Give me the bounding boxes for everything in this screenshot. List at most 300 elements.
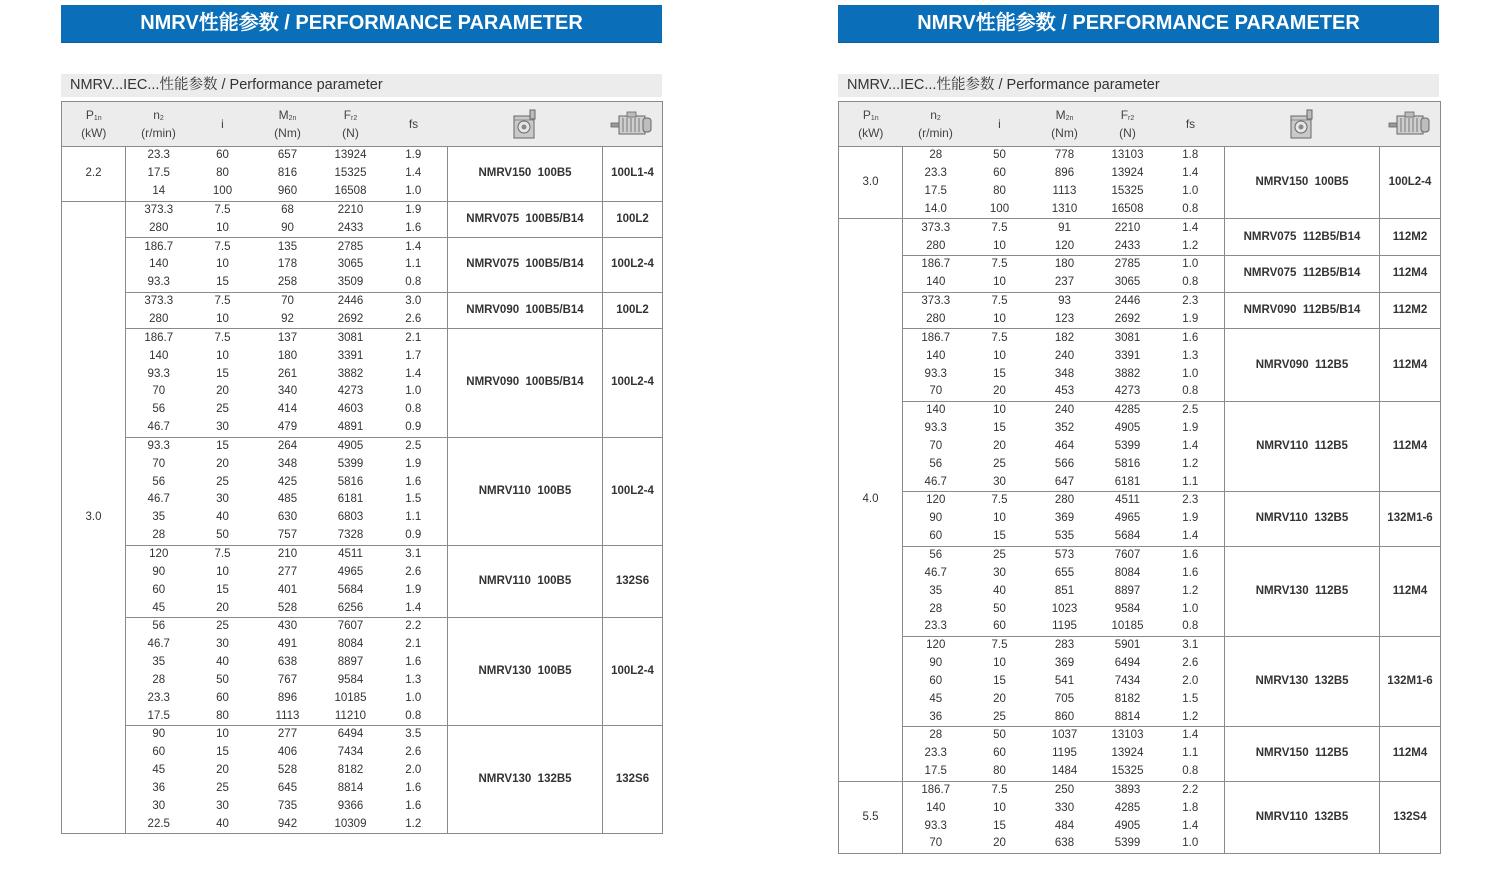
header-symbol: F <box>1120 108 1129 122</box>
cell-ratio: 15 <box>993 367 1006 380</box>
table-row <box>839 147 1441 165</box>
cell-service-factor: 1.9 <box>405 457 422 470</box>
cell-service-factor: 1.4 <box>1182 819 1199 832</box>
cell-radial-load: 2446 <box>322 292 380 310</box>
cell-speed: 280 <box>149 313 169 326</box>
table-row <box>62 726 663 744</box>
table-row <box>62 329 663 347</box>
cell-torque: 330 <box>1054 801 1075 814</box>
cell-ratio: 10 <box>993 801 1006 814</box>
cell-speed: 280 <box>149 221 169 234</box>
cell-radial-load: 4965 <box>337 565 364 578</box>
cell-radial-load: 4285 <box>1114 801 1141 814</box>
cell-motor-model: 100L2-4 <box>603 617 663 725</box>
cell-speed: 14 <box>152 185 166 198</box>
cell-radial-load: 8084 <box>337 638 364 651</box>
cell-service-factor: 2.5 <box>1157 401 1225 419</box>
cell-radial-load: 3893 <box>1099 781 1157 799</box>
cell-speed: 60 <box>929 674 943 687</box>
cell-ratio: 50 <box>216 529 229 542</box>
cell-ratio: 80 <box>993 185 1006 198</box>
cell-speed: 56 <box>929 457 943 470</box>
cell-torque: 896 <box>1054 167 1075 180</box>
cell-speed: 60 <box>152 746 166 759</box>
header-gearbox <box>448 102 603 147</box>
cell-ratio: 7.5 <box>192 238 254 256</box>
cell-radial-load: 6494 <box>322 726 380 744</box>
cell-speed: 93.3 <box>126 437 192 455</box>
cell-service-factor: 1.3 <box>405 673 422 686</box>
table-row <box>62 292 663 310</box>
cell-torque: 535 <box>1054 530 1075 543</box>
cell-service-factor: 1.1 <box>405 511 422 524</box>
cell-torque: 1037 <box>1031 727 1099 745</box>
cell-torque: 657 <box>277 149 298 162</box>
cell-ratio: 30 <box>216 493 229 506</box>
cell-radial-load: 5816 <box>337 475 364 488</box>
cell-radial-load: 7607 <box>322 617 380 635</box>
cell-torque: 123 <box>1054 313 1075 326</box>
header-symbol: n <box>930 108 937 122</box>
cell-torque: 180 <box>277 349 298 362</box>
cell-torque: 1484 <box>1051 765 1078 778</box>
cell-service-factor: 1.0 <box>1182 367 1199 380</box>
table-row <box>62 617 663 635</box>
cell-motor-model: 112M4 <box>1380 401 1441 491</box>
cell-speed: 28 <box>903 727 969 745</box>
cell-radial-load: 4603 <box>337 403 364 416</box>
cell-speed: 28 <box>929 602 943 615</box>
cell-radial-load: 13103 <box>1111 149 1144 162</box>
cell-torque: 1195 <box>1052 620 1077 633</box>
cell-speed: 280 <box>926 313 946 326</box>
cell-speed: 23.3 <box>147 691 170 704</box>
cell-speed: 35 <box>929 584 943 597</box>
cell-speed: 28 <box>152 673 166 686</box>
performance-table-container <box>838 101 1439 854</box>
cell-service-factor: 1.1 <box>405 258 422 271</box>
cell-ratio: 10 <box>216 565 229 578</box>
cell-speed: 45 <box>152 764 166 777</box>
cell-power: 3.0 <box>62 201 126 834</box>
cell-service-factor: 1.0 <box>1157 256 1225 274</box>
cell-service-factor: 1.0 <box>1182 185 1199 198</box>
cell-radial-load: 4511 <box>322 545 380 563</box>
cell-ratio: 30 <box>993 475 1006 488</box>
cell-ratio: 100 <box>212 185 233 198</box>
cell-torque: 860 <box>1054 710 1075 723</box>
header-subscript: 1n <box>870 115 879 122</box>
cell-torque: 735 <box>277 799 298 812</box>
cell-speed: 93.3 <box>924 422 947 435</box>
cell-radial-load: 5684 <box>337 583 364 596</box>
cell-motor-model: 132S4 <box>1380 781 1441 853</box>
cell-radial-load: 9366 <box>337 799 364 812</box>
cell-torque: 369 <box>1054 512 1075 525</box>
cell-radial-load: 7434 <box>337 746 364 759</box>
header-symbol: n <box>153 108 160 122</box>
cell-torque: 92 <box>281 313 294 326</box>
cell-ratio: 10 <box>993 657 1006 670</box>
cell-speed: 70 <box>152 457 166 470</box>
table-row <box>839 636 1441 654</box>
cell-power: 5.5 <box>839 781 903 853</box>
cell-gearbox-model: NMRV075 100B5/B14 <box>448 201 603 238</box>
cell-motor-model: 112M4 <box>1380 727 1441 782</box>
cell-service-factor: 1.9 <box>405 583 422 596</box>
cell-motor-model: 132S6 <box>603 726 663 834</box>
cell-power: 3.0 <box>839 147 903 219</box>
header-unit: (Nm) <box>1051 126 1078 140</box>
cell-torque: 250 <box>1031 781 1099 799</box>
cell-gearbox-model: NMRV110 100B5 <box>448 437 603 545</box>
cell-ratio: 10 <box>216 349 229 362</box>
cell-motor-model: 100L2-4 <box>603 329 663 437</box>
cell-torque: 705 <box>1054 692 1075 705</box>
cell-torque: 348 <box>1054 367 1075 380</box>
cell-radial-load: 10185 <box>1111 620 1144 633</box>
cell-ratio: 10 <box>993 276 1006 289</box>
header-symbol: fs <box>1185 117 1196 131</box>
cell-motor-model: 100L1-4 <box>603 147 663 202</box>
cell-torque: 896 <box>277 691 298 704</box>
cell-service-factor: 1.6 <box>405 475 422 488</box>
gearbox-icon <box>1225 107 1380 141</box>
cell-torque: 406 <box>277 746 298 759</box>
cell-motor-model: 132M1-6 <box>1380 636 1441 726</box>
cell-radial-load: 8182 <box>1114 692 1141 705</box>
cell-radial-load: 2433 <box>337 221 364 234</box>
cell-torque: 778 <box>1054 149 1075 162</box>
header-torque <box>1031 102 1099 147</box>
cell-ratio: 80 <box>216 709 229 722</box>
cell-speed: 17.5 <box>924 765 947 778</box>
cell-radial-load: 15325 <box>1111 185 1144 198</box>
cell-service-factor: 3.5 <box>380 726 448 744</box>
cell-ratio: 10 <box>993 512 1006 525</box>
cell-service-factor: 2.1 <box>405 638 422 651</box>
cell-ratio: 20 <box>216 457 229 470</box>
header-subscript: r2 <box>1128 115 1135 122</box>
cell-torque: 645 <box>277 781 298 794</box>
cell-torque: 180 <box>1031 256 1099 274</box>
cell-speed: 35 <box>152 511 166 524</box>
cell-service-factor: 2.5 <box>380 437 448 455</box>
cell-motor-model: 112M4 <box>1380 256 1441 293</box>
cell-motor-model: 100L2 <box>603 201 663 238</box>
cell-gearbox-model: NMRV075 100B5/B14 <box>448 238 603 293</box>
cell-radial-load: 3882 <box>337 367 364 380</box>
cell-speed: 17.5 <box>924 185 947 198</box>
cell-ratio: 25 <box>216 403 229 416</box>
cell-ratio: 15 <box>993 422 1006 435</box>
cell-service-factor: 1.1 <box>1182 475 1199 488</box>
cell-service-factor: 1.6 <box>1157 329 1225 347</box>
cell-speed: 46.7 <box>924 475 947 488</box>
cell-torque: 90 <box>281 221 294 234</box>
cell-service-factor: 3.0 <box>380 292 448 310</box>
header-symbol: i <box>221 117 224 131</box>
cell-torque: 182 <box>1031 329 1099 347</box>
table-row <box>62 545 663 563</box>
cell-speed: 17.5 <box>147 709 170 722</box>
cell-speed: 23.3 <box>147 149 170 162</box>
cell-speed: 70 <box>152 385 166 398</box>
cell-ratio: 25 <box>969 546 1031 564</box>
cell-ratio: 7.5 <box>192 545 254 563</box>
cell-torque: 340 <box>277 385 298 398</box>
cell-ratio: 10 <box>969 401 1031 419</box>
cell-speed: 56 <box>152 475 166 488</box>
cell-ratio: 60 <box>993 167 1006 180</box>
cell-radial-load: 4905 <box>1114 819 1141 832</box>
cell-speed: 56 <box>126 617 192 635</box>
cell-torque: 566 <box>1054 457 1075 470</box>
cell-gearbox-model: NMRV090 100B5/B14 <box>448 292 603 329</box>
table-header-row <box>62 102 663 147</box>
cell-torque: 237 <box>1054 276 1075 289</box>
cell-ratio: 50 <box>969 727 1031 745</box>
cell-ratio: 20 <box>993 385 1006 398</box>
cell-motor-model: 112M2 <box>1380 219 1441 256</box>
cell-ratio: 15 <box>993 819 1006 832</box>
cell-ratio: 80 <box>993 765 1006 778</box>
cell-ratio: 20 <box>216 764 229 777</box>
cell-torque: 425 <box>277 475 298 488</box>
gearbox-icon <box>448 107 603 141</box>
cell-speed: 70 <box>903 835 969 853</box>
cell-radial-load: 5399 <box>337 457 364 470</box>
cell-service-factor: 1.0 <box>405 185 422 198</box>
cell-service-factor: 0.8 <box>1182 620 1199 633</box>
cell-torque: 647 <box>1054 475 1075 488</box>
cell-speed: 22.5 <box>126 815 192 833</box>
cell-power: 4.0 <box>839 219 903 781</box>
cell-torque: 630 <box>277 511 298 524</box>
cell-radial-load: 7607 <box>1099 546 1157 564</box>
cell-torque: 528 <box>277 601 298 614</box>
cell-speed: 46.7 <box>147 421 170 434</box>
cell-radial-load: 6256 <box>337 601 364 614</box>
cell-radial-load: 4273 <box>1114 385 1141 398</box>
cell-service-factor: 1.5 <box>405 493 422 506</box>
header-service-factor <box>1157 102 1225 147</box>
cell-ratio: 15 <box>192 437 254 455</box>
cell-service-factor: 1.6 <box>405 221 422 234</box>
motor-icon <box>603 109 663 139</box>
cell-ratio: 20 <box>993 439 1006 452</box>
cell-radial-load: 7434 <box>1114 674 1141 687</box>
header-unit: (Nm) <box>274 126 301 140</box>
cell-speed: 140 <box>926 801 946 814</box>
cell-speed: 46.7 <box>924 566 947 579</box>
cell-service-factor: 0.9 <box>405 421 422 434</box>
cell-radial-load: 7328 <box>337 529 364 542</box>
cell-gearbox-model: NMRV110 112B5 <box>1225 401 1380 491</box>
cell-speed: 93.3 <box>147 367 170 380</box>
cell-speed: 140 <box>926 349 946 362</box>
table-row <box>839 546 1441 564</box>
cell-service-factor: 2.3 <box>1157 492 1225 510</box>
cell-radial-load: 13924 <box>1111 167 1144 180</box>
cell-speed: 93.3 <box>147 276 170 289</box>
header-power <box>62 102 126 147</box>
cell-service-factor: 2.2 <box>1157 781 1225 799</box>
table-row <box>839 781 1441 799</box>
cell-gearbox-model: NMRV130 132B5 <box>448 726 603 834</box>
cell-motor-model: 100L2-4 <box>603 437 663 545</box>
cell-torque: 120 <box>1054 239 1075 252</box>
cell-gearbox-model: NMRV130 112B5 <box>1225 546 1380 636</box>
cell-service-factor: 1.2 <box>380 815 448 833</box>
cell-ratio: 20 <box>216 601 229 614</box>
cell-service-factor: 1.9 <box>405 149 422 162</box>
cell-service-factor: 1.9 <box>380 201 448 219</box>
cell-speed: 70 <box>929 439 943 452</box>
cell-service-factor: 1.4 <box>1182 530 1199 543</box>
cell-ratio: 15 <box>216 276 229 289</box>
cell-service-factor: 0.8 <box>1182 385 1199 398</box>
cell-torque: 491 <box>277 638 298 651</box>
header-subscript: 1n <box>93 115 102 122</box>
cell-torque: 528 <box>277 764 298 777</box>
cell-service-factor: 0.8 <box>1182 765 1199 778</box>
cell-ratio: 30 <box>993 566 1006 579</box>
cell-torque: 280 <box>1031 492 1099 510</box>
cell-gearbox-model: NMRV090 112B5 <box>1225 329 1380 401</box>
cell-torque: 68 <box>254 201 322 219</box>
cell-speed: 56 <box>152 403 166 416</box>
cell-gearbox-model: NMRV075 112B5/B14 <box>1225 219 1380 256</box>
cell-ratio: 10 <box>993 239 1006 252</box>
cell-speed: 373.3 <box>126 201 192 219</box>
cell-speed: 36 <box>929 710 943 723</box>
cell-service-factor: 1.3 <box>1182 349 1199 362</box>
cell-radial-load: 8897 <box>1114 584 1141 597</box>
header-radial-load <box>1099 102 1157 147</box>
cell-ratio: 25 <box>993 457 1006 470</box>
cell-radial-load: 3081 <box>1099 329 1157 347</box>
cell-service-factor: 1.1 <box>1182 747 1199 760</box>
cell-service-factor: 1.8 <box>1182 149 1199 162</box>
cell-ratio: 7.5 <box>192 292 254 310</box>
cell-speed: 90 <box>152 565 166 578</box>
cell-service-factor: 1.0 <box>405 691 422 704</box>
cell-torque: 655 <box>1054 566 1075 579</box>
table-row <box>839 256 1441 274</box>
header-subscript: 2n <box>1065 115 1074 122</box>
cell-speed: 23.3 <box>924 747 947 760</box>
cell-radial-load: 3391 <box>1114 349 1141 362</box>
cell-motor-model: 100L2 <box>603 292 663 329</box>
cell-speed: 46.7 <box>147 638 170 651</box>
cell-motor-model: 112M4 <box>1380 329 1441 401</box>
cell-radial-load: 2433 <box>1114 239 1141 252</box>
cell-radial-load: 4905 <box>1114 422 1141 435</box>
cell-service-factor: 1.4 <box>405 601 422 614</box>
cell-speed: 70 <box>929 385 943 398</box>
cell-speed: 140 <box>926 276 946 289</box>
cell-service-factor: 2.0 <box>405 764 422 777</box>
cell-radial-load: 3081 <box>322 329 380 347</box>
header-subscript: 2n <box>288 115 297 122</box>
cell-service-factor: 1.0 <box>1182 602 1199 615</box>
cell-torque: 414 <box>277 403 298 416</box>
cell-torque: 277 <box>254 726 322 744</box>
cell-service-factor: 1.4 <box>1182 439 1199 452</box>
cell-torque: 541 <box>1054 674 1075 687</box>
cell-gearbox-model: NMRV150 100B5 <box>448 147 603 202</box>
cell-ratio: 40 <box>216 511 229 524</box>
cell-ratio: 80 <box>216 167 229 180</box>
page-banner: NMRV性能参数 / PERFORMANCE PARAMETER <box>838 5 1439 42</box>
cell-radial-load: 2210 <box>1099 219 1157 237</box>
table-row <box>62 238 663 256</box>
cell-service-factor: 0.8 <box>1182 276 1199 289</box>
cell-speed: 93.3 <box>924 819 947 832</box>
cell-radial-load: 2692 <box>337 313 364 326</box>
cell-radial-load: 9584 <box>1114 602 1141 615</box>
cell-ratio: 20 <box>216 385 229 398</box>
cell-gearbox-model: NMRV090 112B5/B14 <box>1225 292 1380 329</box>
cell-torque: 453 <box>1054 385 1075 398</box>
performance-table <box>61 101 663 834</box>
cell-speed: 186.7 <box>903 329 969 347</box>
cell-radial-load: 5684 <box>1114 530 1141 543</box>
cell-power: 2.2 <box>62 147 126 202</box>
cell-torque: 210 <box>254 545 322 563</box>
cell-gearbox-model: NMRV090 100B5/B14 <box>448 329 603 437</box>
cell-torque: 851 <box>1054 584 1075 597</box>
cell-speed: 186.7 <box>126 329 192 347</box>
cell-torque: 757 <box>277 529 298 542</box>
cell-service-factor: 0.8 <box>1182 202 1199 215</box>
cell-ratio: 10 <box>216 313 229 326</box>
cell-radial-load: 5901 <box>1099 636 1157 654</box>
cell-torque: 573 <box>1031 546 1099 564</box>
cell-speed: 60 <box>152 583 166 596</box>
cell-ratio: 15 <box>216 367 229 380</box>
header-symbol: F <box>343 108 352 122</box>
table-subtitle: NMRV...IEC...性能参数 / Performance parameter <box>838 74 1439 97</box>
cell-ratio: 7.5 <box>969 781 1031 799</box>
cell-motor-model: 132S6 <box>603 545 663 617</box>
cell-gearbox-model: NMRV150 100B5 <box>1225 147 1380 219</box>
cell-radial-load: 8084 <box>1114 566 1141 579</box>
cell-ratio: 30 <box>216 638 229 651</box>
cell-radial-load: 5816 <box>1114 457 1141 470</box>
cell-gearbox-model: NMRV130 100B5 <box>448 617 603 725</box>
cell-service-factor: 1.9 <box>1182 512 1199 525</box>
cell-radial-load: 4285 <box>1099 401 1157 419</box>
cell-radial-load: 4273 <box>337 385 364 398</box>
cell-ratio: 10 <box>993 349 1006 362</box>
cell-torque: 352 <box>1054 422 1075 435</box>
cell-radial-load: 2692 <box>1114 313 1141 326</box>
cell-speed: 120 <box>903 636 969 654</box>
cell-torque: 264 <box>254 437 322 455</box>
cell-torque: 369 <box>1054 657 1075 670</box>
cell-gearbox-model: NMRV110 132B5 <box>1225 781 1380 853</box>
cell-radial-load: 3065 <box>337 258 364 271</box>
cell-radial-load: 3391 <box>337 349 364 362</box>
cell-speed: 60 <box>929 530 943 543</box>
cell-ratio: 50 <box>993 602 1006 615</box>
cell-gearbox-model: NMRV110 132B5 <box>1225 492 1380 547</box>
cell-ratio: 100 <box>989 202 1010 215</box>
header-unit: (r/min) <box>918 126 953 140</box>
header-unit: (N) <box>1119 126 1136 140</box>
